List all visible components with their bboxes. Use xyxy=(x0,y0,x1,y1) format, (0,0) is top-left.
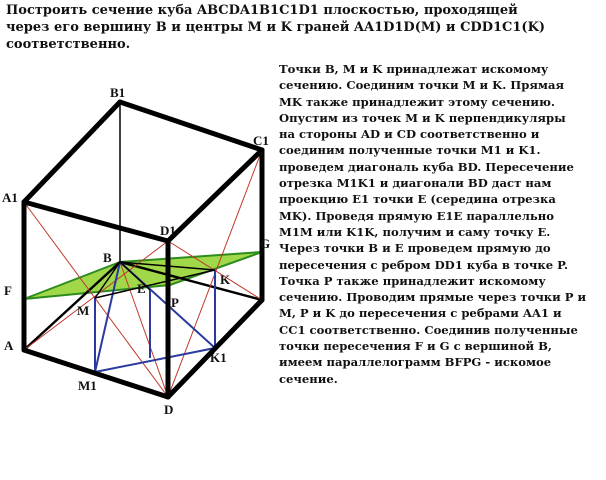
solution-line: MK также принадлежит этому сечению. xyxy=(279,94,555,109)
solution-line: Точка P также принадлежит искомому xyxy=(279,273,546,288)
title-line: соответственно. xyxy=(6,37,131,52)
solution-line: сечение. xyxy=(279,371,338,386)
solution-line: сечению. Проводим прямые через точки P и xyxy=(279,290,587,305)
label-M1: M1 xyxy=(78,378,97,393)
label-F: F xyxy=(4,283,12,298)
title-line: через его вершину B и центры M и K граней AA1D1D(M) и CDD1C1(K) xyxy=(6,20,546,35)
solution-line: M1M или K1K, получим и саму точку E. xyxy=(279,224,551,239)
solution-line: на стороны AD и CD соответственно и xyxy=(279,127,540,142)
solution-line: Через точки B и E проведем прямую до xyxy=(279,241,551,256)
label-C1: C1 xyxy=(253,133,269,148)
solution-line: сечению. Соединим точки M и K. Прямая xyxy=(279,78,565,93)
label-A1: A1 xyxy=(2,190,18,205)
solution-line: M, P и K до пересечения с ребрами AA1 и xyxy=(279,306,562,321)
label-P: P xyxy=(171,295,179,310)
cube-edge-hidden xyxy=(24,262,120,350)
label-K1: K1 xyxy=(210,350,227,365)
label-G: G xyxy=(260,236,271,251)
label-B: B xyxy=(103,250,112,265)
solution-line: имеем параллелограмм BFPG - искомое xyxy=(279,355,552,370)
edge-D1A1 xyxy=(24,202,168,241)
label-E: E xyxy=(137,281,146,296)
label-M: M xyxy=(77,303,90,318)
solution-text xyxy=(279,61,604,387)
solution-line: CC1 соответственно. Соединив полученные xyxy=(279,322,578,337)
label-D: D xyxy=(164,402,174,417)
label-D1: D1 xyxy=(160,223,176,238)
edge-C1D1 xyxy=(168,150,262,241)
solution-line: пересечения с ребром DD1 куба в точке P. xyxy=(279,257,568,272)
solution-line: проведем диагональ куба BD. Пересечение xyxy=(279,159,574,174)
solution-line: MK). Проведя прямую E1E параллельно xyxy=(279,208,554,223)
solution-line: соединим полученные точки M1 и K1. xyxy=(279,143,541,158)
solution-line: проекцию E1 точки E (середина отрезка xyxy=(279,192,556,207)
title-line: Построить сечение куба ABCDA1B1C1D1 плоскостью, проходящей xyxy=(6,3,518,18)
solution-line: отрезка M1K1 и диагонали BD даст нам xyxy=(279,176,552,191)
solution-line: Точки B, M и K принадлежат искомому xyxy=(279,62,549,76)
solution-line: точки пересечения F и G с вершиной B, xyxy=(279,339,552,354)
solution-line: Опустим из точек M и K перпендикуляры xyxy=(279,110,566,125)
label-K: K xyxy=(220,272,231,287)
edge-B1C1 xyxy=(120,102,262,150)
edge-A1B1 xyxy=(24,102,120,202)
label-A: A xyxy=(4,338,14,353)
label-B1: B1 xyxy=(110,85,126,100)
